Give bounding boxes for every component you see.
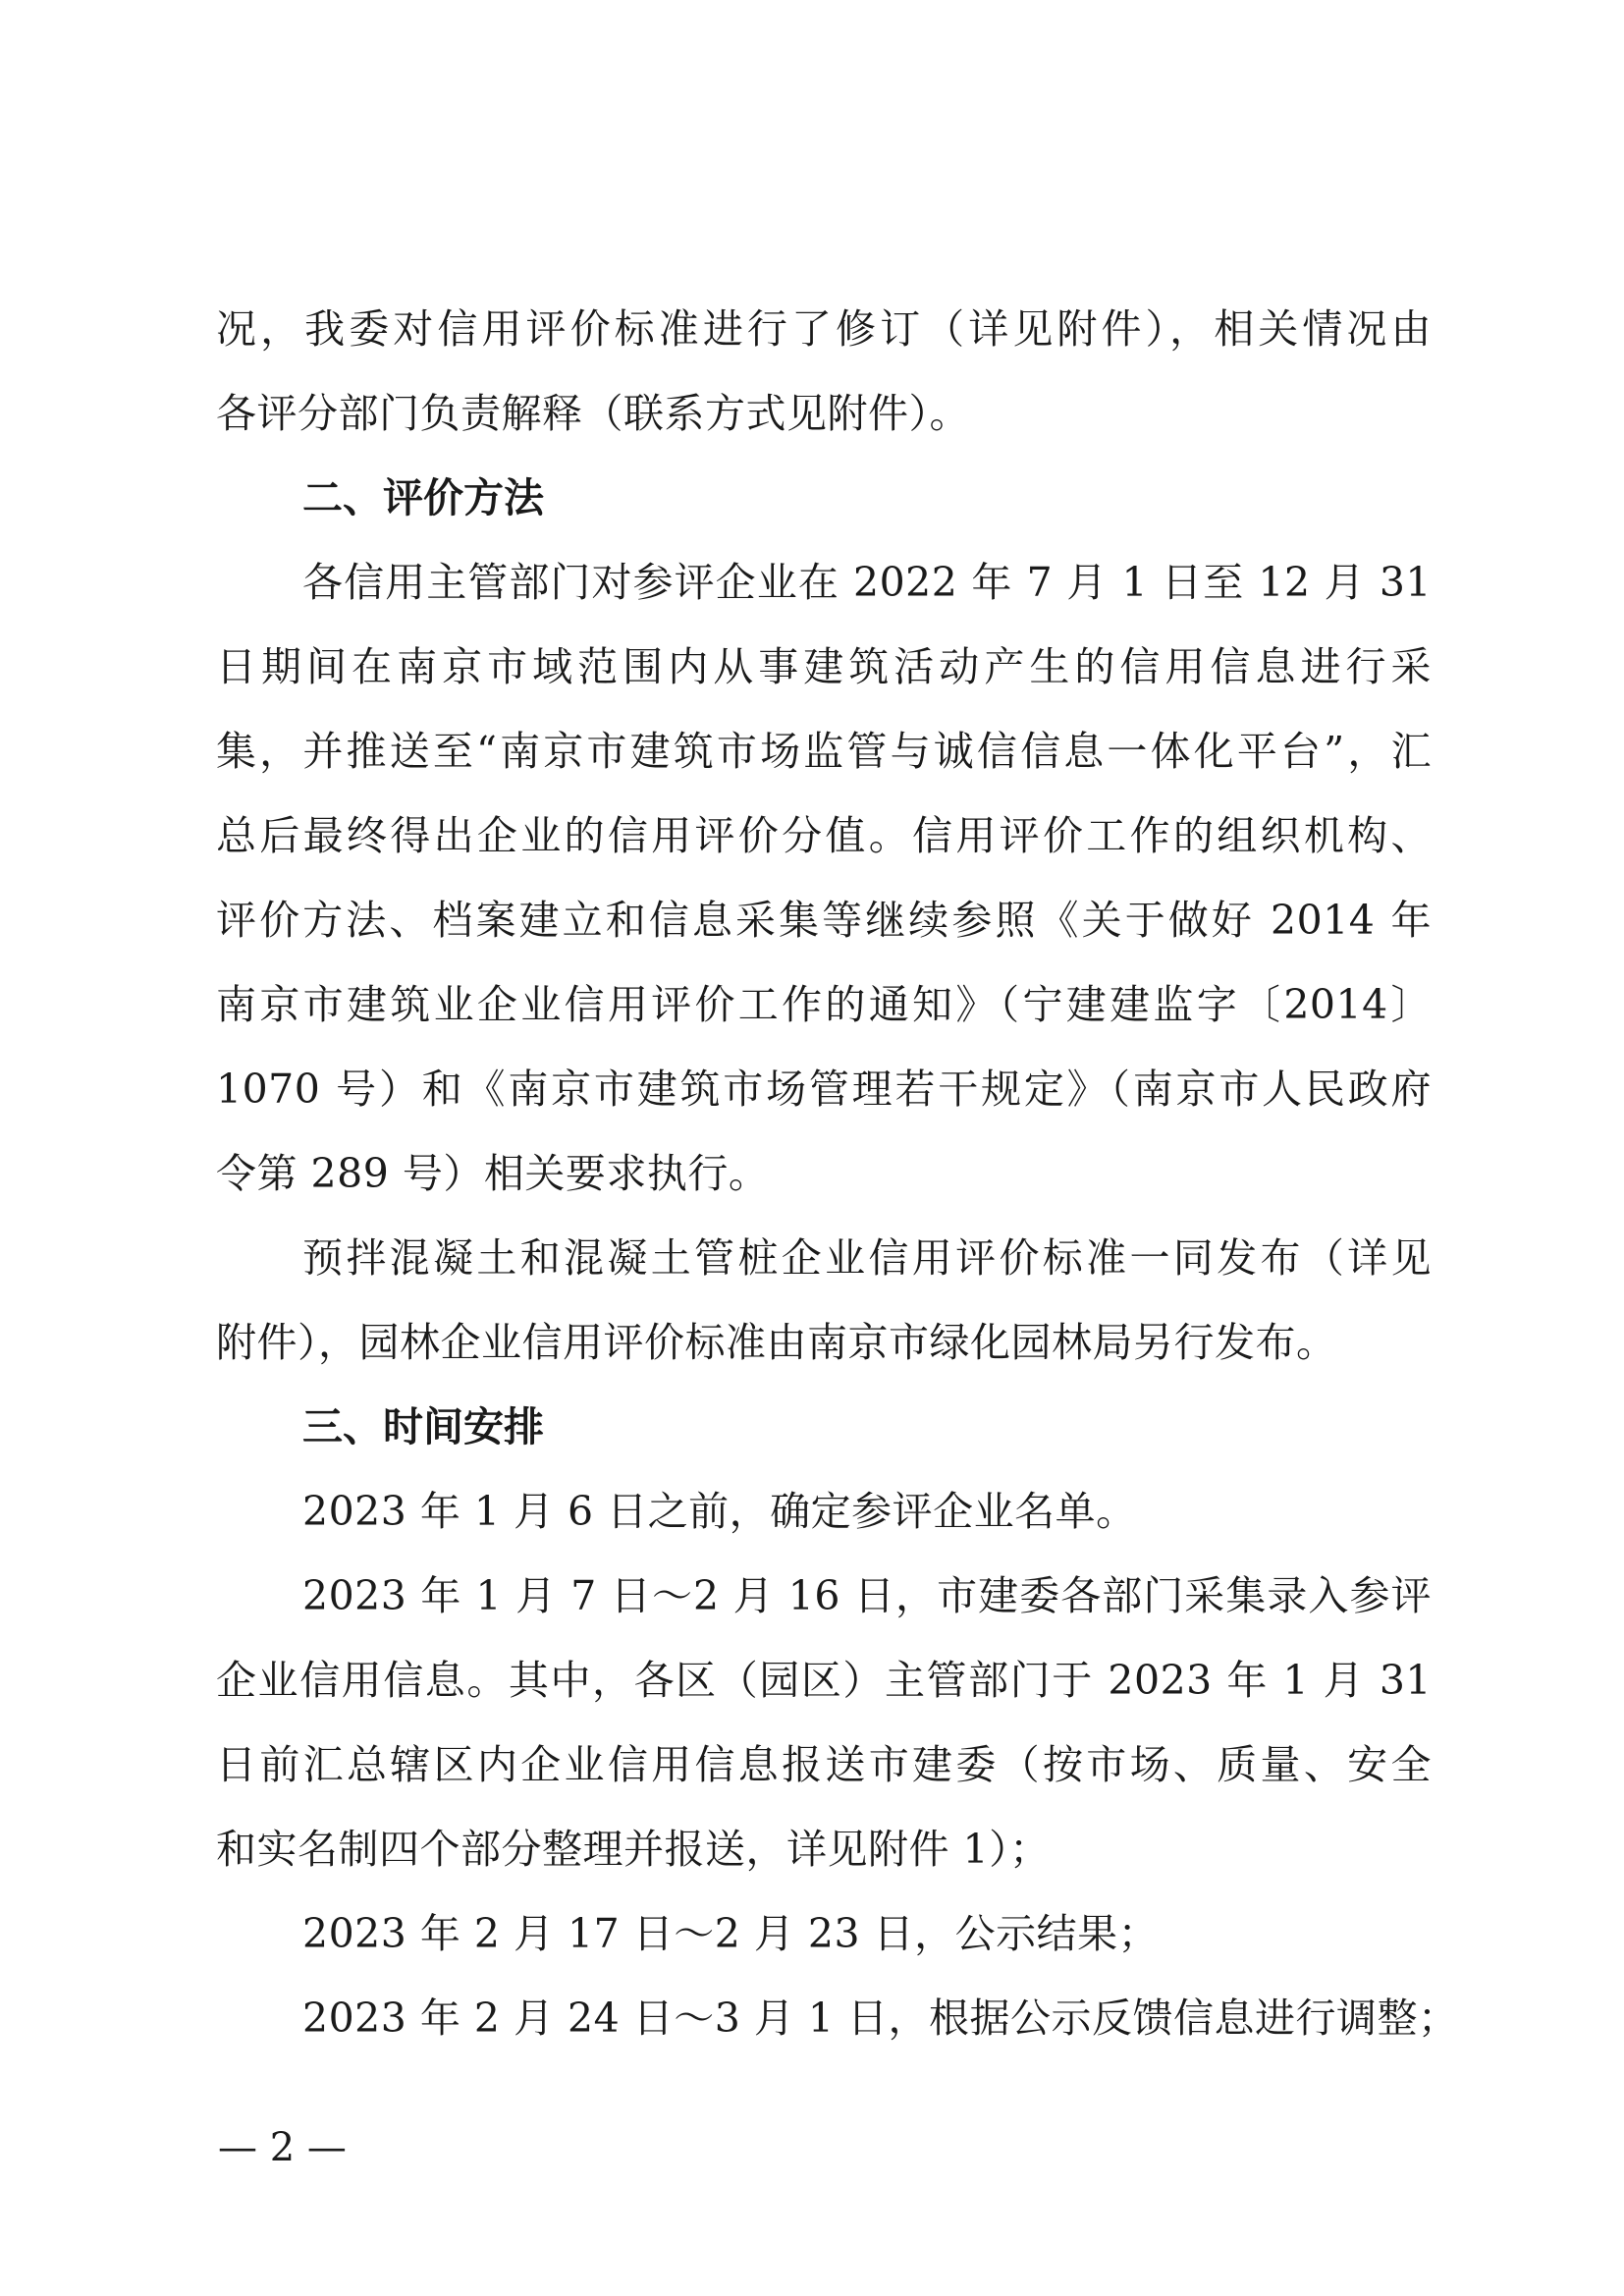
document-body bbox=[216, 287, 1459, 2060]
page-number: — 2 — bbox=[218, 2125, 347, 2170]
section-heading-evaluation-method: 二、评价方法 bbox=[302, 474, 544, 521]
body-line: 日前汇总辖区内企业信用信息报送市建委（按市场、质量、安全 bbox=[216, 1741, 1432, 1788]
body-line: 各评分部门负责解释（联系方式见附件）。 bbox=[216, 390, 970, 437]
body-line: 企业信用信息。其中，各区（园区）主管部门于 2023 年 1 月 31 bbox=[216, 1657, 1432, 1704]
body-line: 预拌混凝土和混凝土管桩企业信用评价标准一同发布（详见 bbox=[302, 1234, 1432, 1282]
body-line: 2023 年 2 月 17 日～2 月 23 日，公示结果； bbox=[302, 1910, 1160, 1957]
body-line: 2023 年 1 月 6 日之前，确定参评企业名单。 bbox=[302, 1488, 1137, 1535]
body-line: 2023 年 1 月 7 日～2 月 16 日，市建委各部门采集录入参评 bbox=[302, 1572, 1432, 1619]
body-line: 集，并推送至“南京市建筑市场监管与诚信信息一体化平台”，汇 bbox=[216, 728, 1432, 775]
body-line: 各信用主管部门对参评企业在 2022 年 7 月 1 日至 12 月 31 bbox=[302, 559, 1432, 606]
body-line: 总后最终得出企业的信用评价分值。信用评价工作的组织机构、 bbox=[216, 812, 1432, 859]
body-line: 和实名制四个部分整理并报送，详见附件 1）； bbox=[216, 1826, 1051, 1873]
body-line: 附件），园林企业信用评价标准由南京市绿化园林局另行发布。 bbox=[216, 1319, 1337, 1366]
body-line: 南京市建筑业企业信用评价工作的通知》（宁建建监字〔2014〕 bbox=[216, 981, 1432, 1028]
body-line: 1070 号）和《南京市建筑市场管理若干规定》（南京市人民政府 bbox=[216, 1066, 1432, 1113]
body-line: 日期间在南京市域范围内从事建筑活动产生的信用信息进行采 bbox=[216, 643, 1432, 690]
body-line: 况，我委对信用评价标准进行了修订（详见附件），相关情况由 bbox=[216, 305, 1432, 353]
body-line: 令第 289 号）相关要求执行。 bbox=[216, 1150, 770, 1197]
section-heading-schedule: 三、时间安排 bbox=[302, 1403, 544, 1450]
body-line: 2023 年 2 月 24 日～3 月 1 日，根据公示反馈信息进行调整； bbox=[302, 1995, 1459, 2042]
body-line: 评价方法、档案建立和信息采集等继续参照《关于做好 2014 年 bbox=[216, 897, 1432, 944]
